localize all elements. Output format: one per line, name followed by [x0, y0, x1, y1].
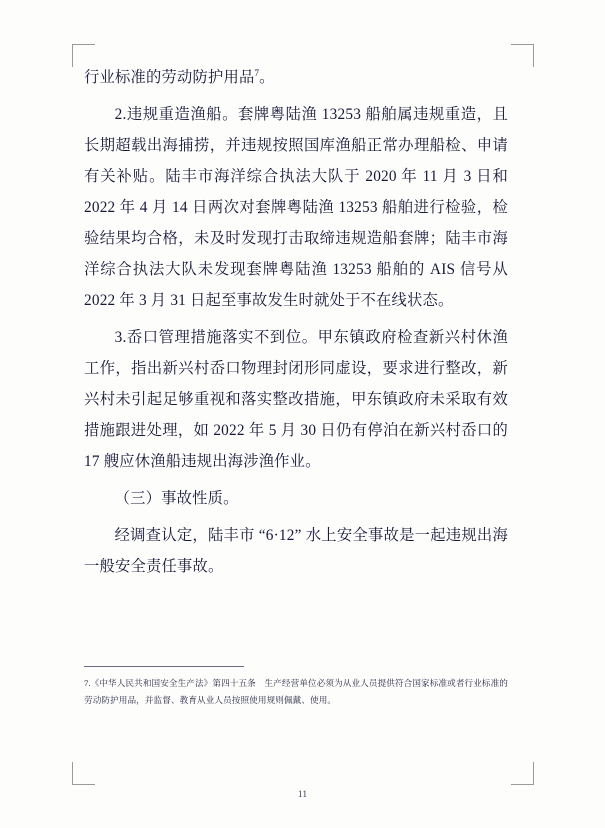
- footnote-text: 《中华人民共和国安全生产法》第四十五条 生产经营单位必须为从业人员提供符合国家标准或者行业标准的劳动防护用品，并监督、教育从业人员按照使用规则佩戴、使用。: [84, 678, 508, 705]
- footnote-entry: [84, 675, 508, 709]
- footnote-area: [84, 666, 508, 709]
- paragraph-continued: [84, 62, 508, 93]
- paragraph-item-2: 2.违规重造渔船。套牌粤陆渔 13253 船舶属违规重造，且长期超载出海捕捞，并违规按照国库渔船正常办理船检、申请有关补贴。陆丰市海洋综合执法大队于 2020 年 11 月 3 日和 2022 年 4 月 14 日两次对套牌粤陆渔 13253 船舶进行检验，检验结果均合格，未及时发现打击取缔违规造船套牌；陆丰市海洋综合执法大队未发现套牌粤陆渔 13253 船舶的 AIS 信号从 2022 年 3 月 31 日起至事故发生时就处于不在线状态。: [84, 106, 508, 309]
- footnote-marker-7: 7: [254, 67, 260, 78]
- crop-mark-top-right: [511, 44, 534, 67]
- crop-mark-bottom-left: [72, 762, 95, 785]
- paragraph-continued-text: 行业标准的劳动防护用品: [84, 69, 255, 86]
- document-body: [84, 62, 508, 588]
- footnote-number: 7.: [84, 678, 91, 688]
- page-number: 11: [297, 790, 308, 800]
- paragraph-continued-tail: 。: [259, 69, 275, 86]
- paragraph-section-three-heading: （三）事故性质。: [114, 490, 239, 507]
- paragraph-item-3: 3.岙口管理措施落实不到位。甲东镇政府检查新兴村休渔工作，指出新兴村岙口物理封闭形同虚设，要求进行整改，新兴村未引起足够重视和落实整改措施，甲东镇政府未采取有效措施跟进处理，如 2022 年 5 月 30 日仍有停泊在新兴村岙口的 17 艘应休渔船违规出海涉渔作业。: [84, 329, 508, 470]
- crop-mark-bottom-right: [511, 762, 534, 785]
- footnote-separator: [84, 666, 244, 667]
- paragraph-conclusion: 经调查认定，陆丰市 “6·12” 水上安全事故是一起违规出海一般安全责任事故。: [84, 527, 508, 575]
